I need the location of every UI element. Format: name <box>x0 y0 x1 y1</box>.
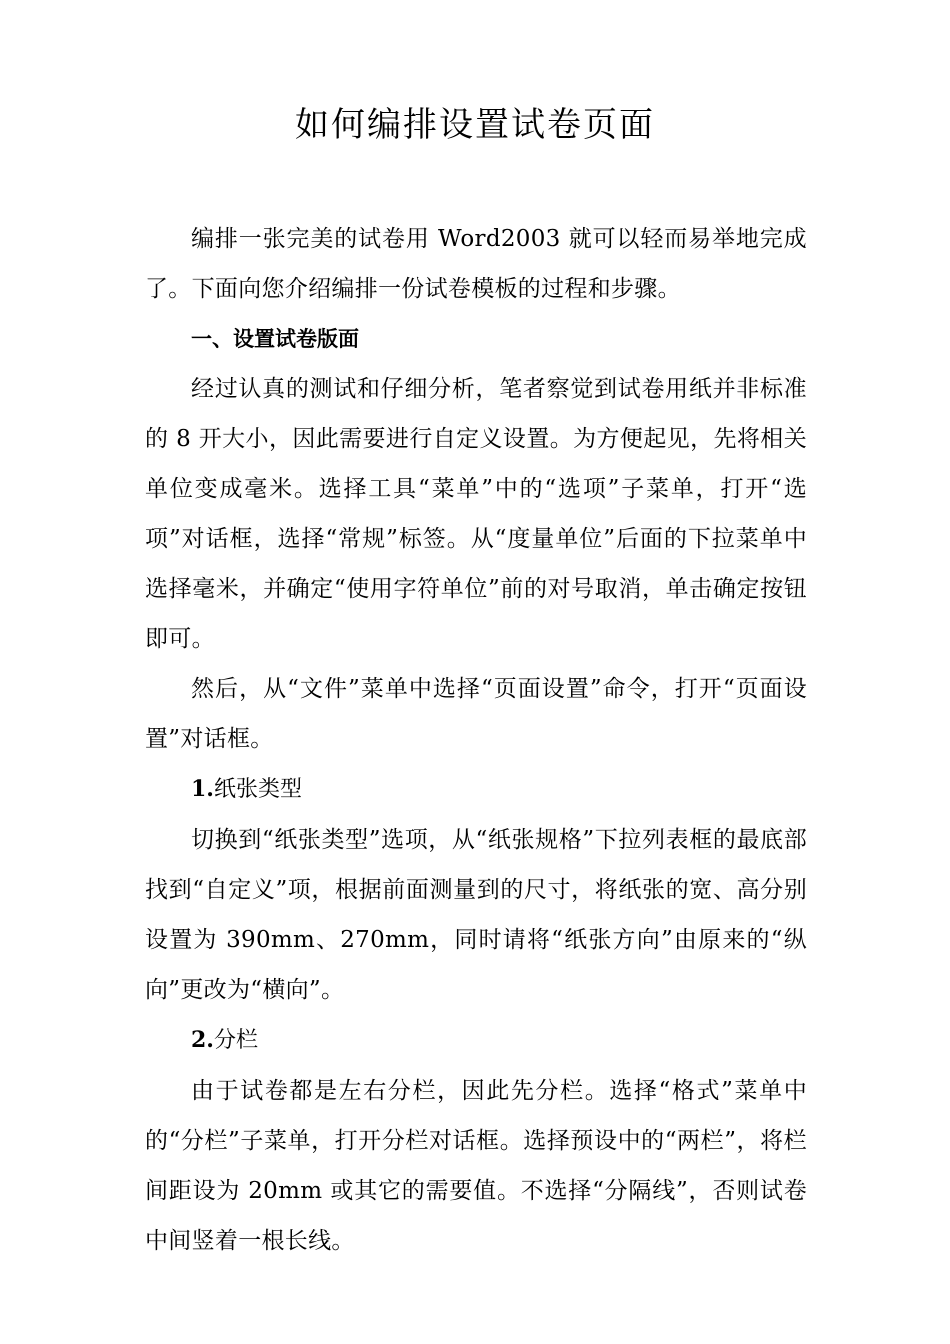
subheading-label: 纸张类型 <box>213 777 302 802</box>
document-body <box>145 214 807 1266</box>
subheading-paper-type <box>145 764 807 815</box>
subheading-number: 1. <box>191 776 214 802</box>
paragraph-page-setup: 然后，从“文件”菜单中选择“页面设置”命令，打开“页面设置”对话框。 <box>145 676 807 752</box>
paragraph-units: 经过认真的测试和仔细分析，笔者察觉到试卷用纸并非标准的 8 开大小，因此需要进行自定义设置。为方便起见，先将相关单位变成毫米。选择工具“菜单”中的“选项”子菜单，打开“选项”对话框，选择“常规”标签。从“度量单位”后面的下拉菜单中选择毫米，并确定“使用字符单位”前的对号取消，单击确定按钮即可。 <box>145 376 807 652</box>
paragraph-columns: 由于试卷都是左右分栏，因此先分栏。选择“格式”菜单中的“分栏”子菜单，打开分栏对话框。选择预设中的“两栏”，将栏间距设为 20mm 或其它的需要值。不选择“分隔线”，否则试卷中间竖着一根长线。 <box>145 1078 807 1254</box>
paragraph-paper-type: 切换到“纸张类型”选项，从“纸张规格”下拉列表框的最底部找到“自定义”项，根据前面测量到的尺寸，将纸张的宽、高分别设置为 390mm、270mm，同时请将“纸张方向”由原来的“纵向”更改为“横向”。 <box>145 827 807 1003</box>
subheading-columns <box>145 1015 807 1066</box>
section-heading-layout: 一、设置试卷版面 <box>191 327 359 351</box>
document-title: 如何编排设置试卷页面 <box>295 105 655 145</box>
subheading-number: 2. <box>191 1027 214 1053</box>
subheading-label: 分栏 <box>213 1028 258 1053</box>
intro-paragraph: 编排一张完美的试卷用 Word2003 就可以轻而易举地完成了。下面向您介绍编排一份试卷模板的过程和步骤。 <box>145 226 807 302</box>
